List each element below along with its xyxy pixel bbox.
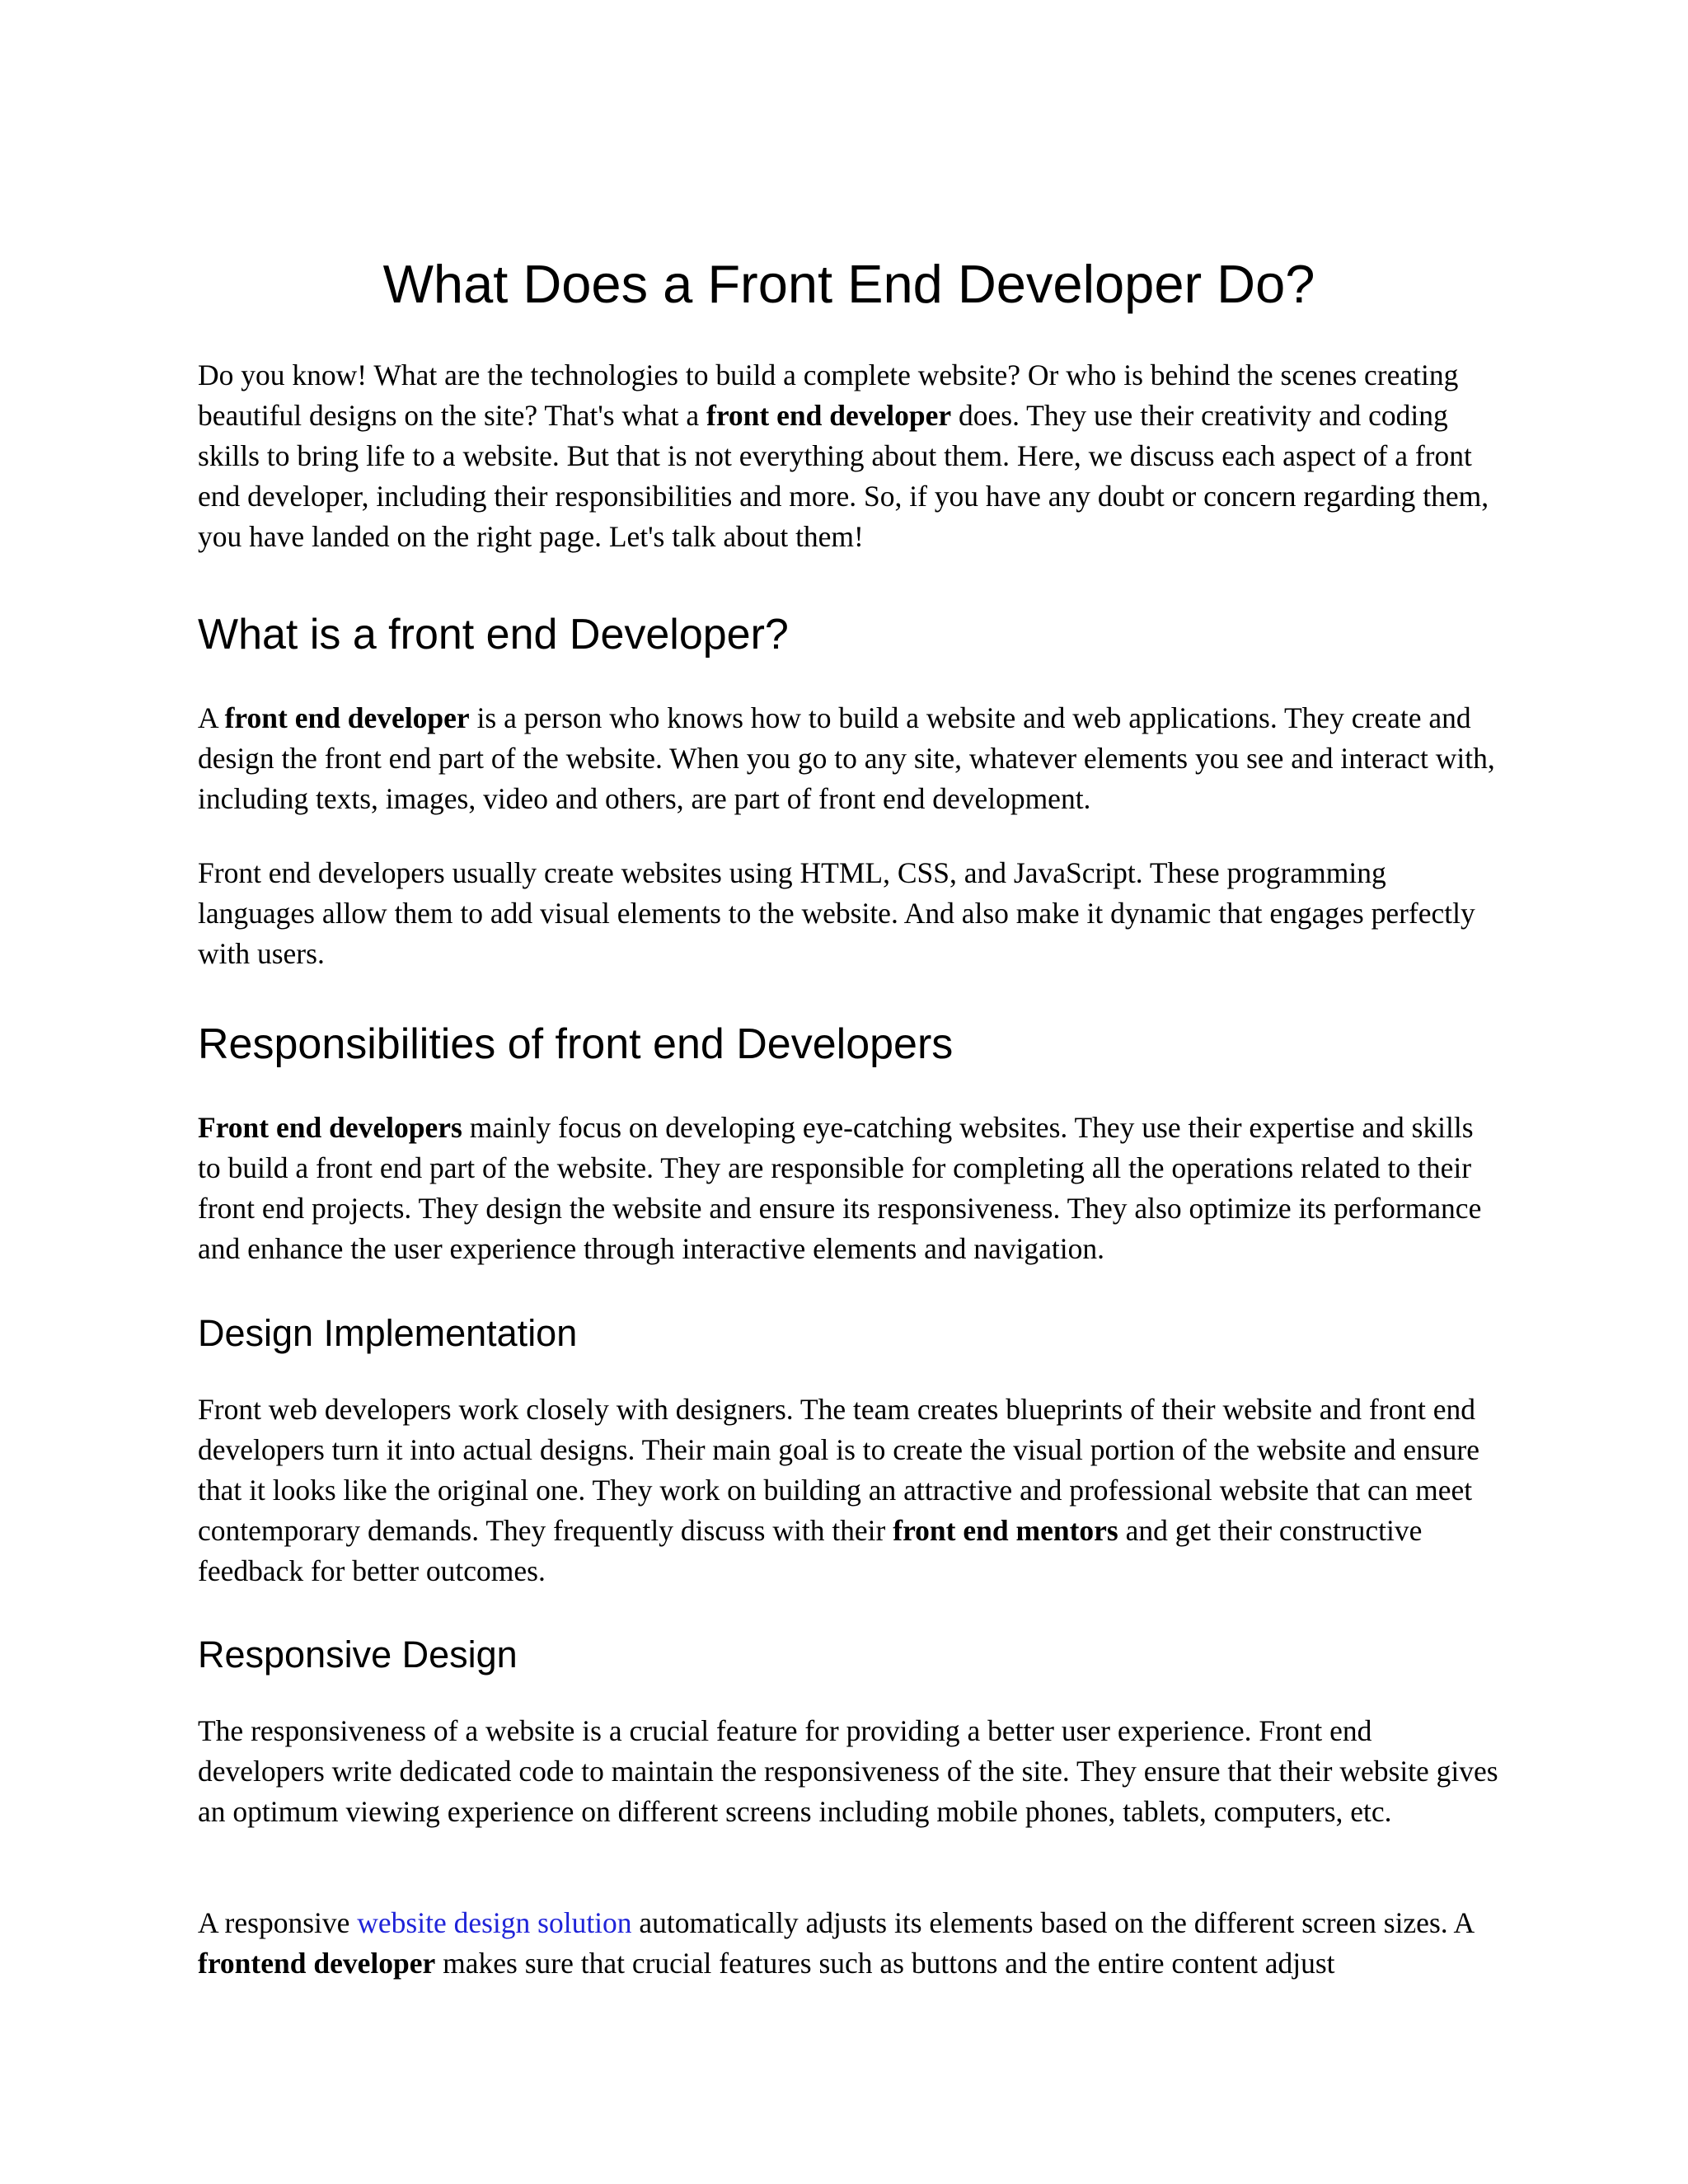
section-heading-responsibilities: Responsibilities of front end Developers bbox=[198, 1020, 954, 1068]
section-heading-what-is: What is a front end Developer? bbox=[198, 611, 789, 658]
responsive-paragraph-1: The responsiveness of a website is a crucial feature for providing a better user experience. Front end developers write dedicated code to maintain the responsiveness of the site. They ensure that their website gives an optimum viewing experience on different screens including mobile phones, tablets, computers, etc. bbox=[198, 1714, 1498, 1828]
responsive-text-2: automatically adjusts its elements based on the different screen sizes. A bbox=[631, 1906, 1474, 1939]
intro-text-2: does. They use their creativity and coding skills to bring life to a website. But that is not everything about them. Here, we discuss each aspect of a front end developer, including their responsibilities and more. So, if you have any doubt or concern regarding them, you have landed on the right page. Let's talk about them! bbox=[198, 399, 1489, 553]
what-is-paragraph-2: Front end developers usually create websites using HTML, CSS, and JavaScript. These programming languages allow them to add visual elements to the website. And also make it dynamic that engages perfectly with users. bbox=[198, 856, 1475, 970]
website-design-solution-link[interactable]: website design solution bbox=[357, 1906, 632, 1939]
intro-text-1: Do you know! What are the technologies to build a complete website? Or who is behind the scenes creating beautiful designs on the site? That's what a bbox=[198, 359, 1459, 432]
responsibilities-paragraph bbox=[198, 1108, 1500, 1269]
what-is-text-1: A bbox=[198, 701, 225, 734]
responsibilities-bold-term: Front end developers bbox=[198, 1111, 462, 1144]
section-heading-design-implementation: Design Implementation bbox=[198, 1312, 578, 1354]
design-bold-term: front end mentors bbox=[893, 1514, 1118, 1547]
responsive-text-3: makes sure that crucial features such as buttons and the entire content adjust bbox=[435, 1947, 1335, 1980]
responsive-text-1: A responsive bbox=[198, 1906, 358, 1939]
responsibilities-text: mainly focus on developing eye-catching websites. They use their expertise and skills to build a front end part of the website. They are responsible for completing all the operations related to their front end projects. They design the website and ensure its responsiveness. They also optimize its performance and enhance the user experience through interactive elements and navigation. bbox=[198, 1111, 1482, 1265]
intro-paragraph bbox=[198, 355, 1500, 557]
responsive-paragraph-2 bbox=[198, 1903, 1500, 1984]
intro-bold-term: front end developer bbox=[706, 399, 952, 432]
design-text-2: and get their constructive feedback for better outcomes. bbox=[198, 1514, 1423, 1587]
design-implementation-paragraph bbox=[198, 1390, 1500, 1591]
what-is-bold-term: front end developer bbox=[224, 701, 470, 734]
what-is-paragraph-1 bbox=[198, 698, 1500, 819]
section-heading-responsive-design: Responsive Design bbox=[198, 1633, 518, 1675]
what-is-text-2: is a person who knows how to build a website and web applications. They create and design the front end part of the website. When you go to any site, whatever elements you see and interact with, including texts, images, video and others, are part of front end development. bbox=[198, 701, 1495, 815]
design-text-1: Front web developers work closely with designers. The team creates blueprints of their website and front end developers turn it into actual designs. Their main goal is to create the visual portion of the website and ensure that it looks like the original one. They work on building an attractive and professional website that can meet contemporary demands. They frequently discuss with their bbox=[198, 1393, 1479, 1547]
page-title: What Does a Front End Developer Do? bbox=[382, 254, 1315, 314]
responsive-bold-term: frontend developer bbox=[198, 1947, 436, 1980]
